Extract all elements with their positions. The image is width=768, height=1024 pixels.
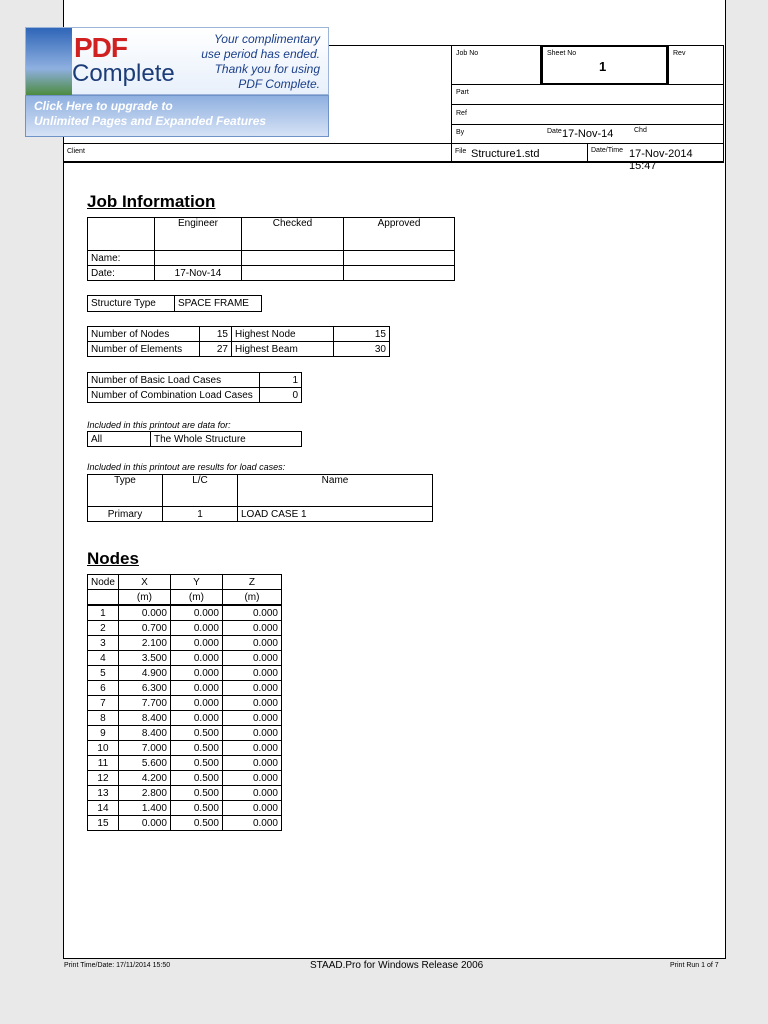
table-row: 15 0.000 0.500 0.000: [88, 816, 282, 831]
upgrade-link[interactable]: Click Here to upgrade to Unlimited Pages and Expanded Features: [25, 95, 329, 137]
included-data-table: All The Whole Structure: [87, 431, 302, 447]
sheet-number: 1: [599, 59, 607, 74]
ref-cell: Ref: [451, 104, 724, 125]
table-row: 6 6.300 0.000 0.000: [88, 681, 282, 696]
table-row: 1 0.000 0.000 0.000: [88, 605, 282, 621]
table-row: 14 1.400 0.500 0.000: [88, 801, 282, 816]
load-case-results-table: Type L/C Name Primary 1 LOAD CASE 1: [87, 474, 433, 522]
part-cell: Part: [451, 84, 724, 105]
table-row: 11 5.600 0.500 0.000: [88, 756, 282, 771]
client-row: Client: [63, 143, 724, 163]
results-included-note: Included in this printout are results for load cases:: [87, 462, 286, 472]
job-no-cell: Job No: [451, 45, 541, 85]
job-info-title: Job Information: [87, 192, 216, 211]
job-info-table: Engineer Checked Approved Name: Date: 17-Nov-14: [87, 217, 455, 281]
structure-type-table: Structure Type SPACE FRAME: [87, 295, 262, 312]
table-row: 7 7.700 0.000 0.000: [88, 696, 282, 711]
table-row: 13 2.800 0.500 0.000: [88, 786, 282, 801]
pdf-logo: PDF: [74, 32, 127, 63]
file-cell: File Structure1.std: [451, 143, 588, 163]
rev-cell: Rev: [668, 45, 724, 85]
table-row: 12 4.200 0.500 0.000: [88, 771, 282, 786]
print-run: Print Run 1 of 7: [670, 962, 719, 969]
file-name: Structure1.std: [471, 148, 540, 160]
table-row: 4 3.500 0.000 0.000: [88, 651, 282, 666]
sheet-no-cell: Sheet No 1: [541, 45, 668, 85]
table-row: 9 8.400 0.500 0.000: [88, 726, 282, 741]
by-cell: By Date 17-Nov-14 Chd: [451, 124, 724, 144]
datetime-value: 17-Nov-2014 15:47: [629, 148, 693, 172]
pdf-complete-logo: Complete: [72, 60, 175, 87]
banner-message: Your complimentary use period has ended. Thank you for using PDF Complete.: [201, 32, 320, 91]
table-row: 10 7.000 0.500 0.000: [88, 741, 282, 756]
print-time: Print Time/Date: 17/11/2014 15:50: [64, 962, 171, 969]
nodes-title: Nodes: [87, 549, 139, 568]
table-row: 2 0.700 0.000 0.000: [88, 621, 282, 636]
table-row: Primary 1 LOAD CASE 1: [88, 507, 433, 522]
umbrella-figure-icon: [26, 28, 72, 96]
nodes-table: Node X Y Z (m) (m) (m) 1 0.000 0.000 0.000 2 0.700 0.000 0.000 3 2.100 0.000 0.000 4 3.500 0.000 0.000 5 4.900 0.000 0.000 6 6.300 0.000 0.000 7 7.700 0.000 0.000 8 8.400 0.000 0.000 9 8.400 0.500 0.000 10 7.000 0.500 0.000 11 5.600 0.500 0.000 12 4.200 0.500 0.000 13 2.800 0.500 0.000 14 1.400 0.500 0.000 15 0.000 0.500 0.000: [87, 574, 282, 831]
counts-table: Number of Nodes 15 Highest Node 15 Number of Elements 27 Highest Beam 30: [87, 326, 390, 357]
table-row: 3 2.100 0.000 0.000: [88, 636, 282, 651]
load-cases-table: Number of Basic Load Cases 1 Number of Combination Load Cases 0: [87, 372, 302, 403]
header-date: 17-Nov-14: [562, 128, 614, 140]
table-row: 8 8.400 0.000 0.000: [88, 711, 282, 726]
datetime-cell: Date/Time 17-Nov-2014 15:47: [587, 143, 724, 163]
banner-top: [25, 27, 329, 95]
upgrade-banner[interactable]: [25, 27, 329, 137]
data-included-note: Included in this printout are data for:: [87, 420, 231, 430]
table-row: 5 4.900 0.000 0.000: [88, 666, 282, 681]
program-name: STAAD.Pro for Windows Release 2006: [310, 960, 484, 971]
